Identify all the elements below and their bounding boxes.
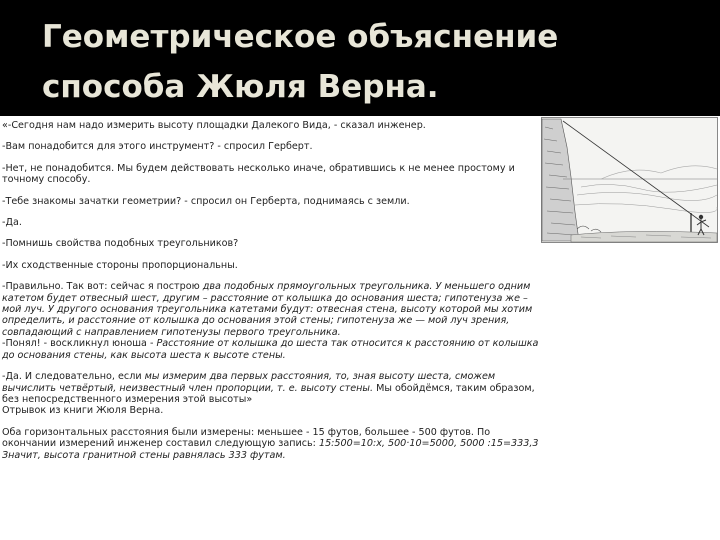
title-line-1: Геометрическое объяснение (42, 19, 559, 55)
paragraph-7: -Их сходственные стороны пропорциональны. (2, 259, 238, 271)
paragraph-1: «-Сегодня нам надо измерить высоту площадки Далекого Вида, - сказал инженер. (2, 120, 426, 131)
paragraph-12 (2, 427, 540, 461)
paragraph-12-text: Оба горизонтальных расстояния были измерены: меньшее - 15 футов, большее - 500 футов. По окончании измерений инженер составил следующую запись: (2, 426, 491, 450)
cliff-engraving-image (541, 117, 718, 243)
source-note: Отрывок из книги Жюля Верна. (2, 405, 164, 417)
paragraph-8 (2, 281, 540, 338)
paragraph-8-italic: два подобных прямоугольных треугольника. У меньшего одним катетом будет отвесный шест, другим – расстояние от колышка до основания шеста; гипотенуза же – мой луч. У другого основания треугольника катетами будут: отвесная стена, высоту которой мы хотим определить, и расстояние от колышка до основания этой стены; гипотенуза же — мой луч зрения, совпадающий с направлением гипотенузы первого треугольника. (2, 281, 533, 338)
paragraph-9-text: -Понял! - воскликнул юноша - (2, 338, 157, 350)
paragraph-12-italic: 15:500=10:х, 500·10=5000, 5000 :15=333,3 Значит, высота гранитной стены равнялась 333 футам. (2, 438, 539, 461)
story-text (2, 120, 540, 461)
paragraph-10 (2, 371, 540, 405)
paragraph-3: -Нет, не понадобится. Мы будем действовать несколько иначе, обратившись к не менее простому и точному способу. (2, 162, 515, 186)
paragraph-10-italic: мы измерим два первых расстояния, то, зная высоту шеста, сможем вычислить четвёртый, неизвестный член пропорции, т. е. высоту стены. (2, 371, 496, 394)
paragraph-2: -Вам понадобится для этого инструмент? - спросил Герберт. (2, 141, 313, 153)
paragraph-8-text: -Правильно. Так вот: сейчас я построю (2, 281, 203, 293)
title-banner (0, 0, 720, 116)
observer-head (699, 215, 703, 219)
paragraph-4: -Тебе знакомы зачатки геометрии? - спросил он Герберта, поднимаясь с земли. (2, 195, 410, 207)
paragraph-5: -Да. (2, 217, 22, 229)
title-line-2: способа Жюля Верна. (42, 69, 439, 105)
paragraph-10-text: -Да. И следовательно, если (2, 371, 145, 383)
paragraph-9 (2, 338, 540, 361)
cliff-measurement-illustration (541, 117, 718, 243)
paragraph-9-italic: Расстояние от колышка до шеста так относится к расстоянию от колышка до основания стены, как высота шеста к высоте стены. (2, 338, 539, 361)
paragraph-10-text-end: Мы обойдёмся, таким образом, без непосредственного измерения этой высоты» (2, 382, 535, 405)
page-title (42, 12, 602, 112)
ground (571, 231, 717, 242)
paragraph-6: -Помнишь свойства подобных треугольников? (2, 238, 239, 250)
